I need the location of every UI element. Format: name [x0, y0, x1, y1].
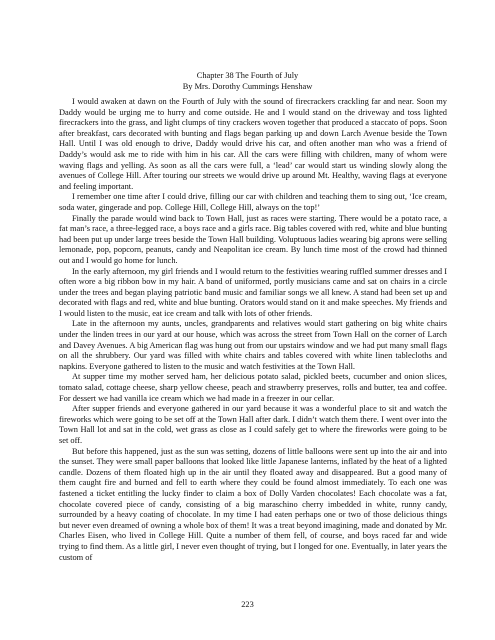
chapter-heading	[0, 70, 495, 92]
body-text	[59, 97, 447, 563]
chapter-author: By Mrs. Dorothy Cummings Henshaw	[182, 82, 313, 91]
paragraph: After supper friends and everyone gathered in our yard because it was a wonderful place to sit and watch the fireworks which were going to be set off at the Town Hall after dark. I didn’t watch them there. I went over into the Town Hall lot and sat in the cold, wet grass as close as I could safely get to where the fireworks were going to be set off.	[59, 404, 447, 445]
paragraph: Late in the afternoon my aunts, uncles, grandparents and relatives would start gathering on big white chairs under the linden trees in our yard at our house, which was across the street from Town Hall on the corner of Larch and Davey Avenues. A big American flag was hung out from our upstairs window and we had put many small flags on all the shrubbery. Our yard was filled with white chairs and tables covered with white linen tablecloths and napkins. Everyone gathered to listen to the music and watch festivities at the Town Hall.	[59, 319, 447, 371]
paragraph: In the early afternoon, my girl friends and I would return to the festivities wearing ruffled summer dresses and I often wore a big ribbon bow in my hair. A band of uniformed, portly musicians came and sat on chairs in a circle under the trees and began playing patriotic band music and familiar songs we all knew. A stand had been set up and decorated with flags and red, white and blue bunting. Orators would stand on it and make speeches. My friends and I would listen to the music, eat ice cream and talk with lots of other friends.	[59, 266, 447, 318]
paragraph: But before this happened, just as the sun was setting, dozens of little balloons were sent up into the air and into the sunset. They were small paper balloons that looked like little Japanese lanterns, inflated by the heat of a lighted candle. Dozens of them floated high up in the air until they floated away and disappeared. But a good many of them caught fire and burned and fell to earth where they could be found almost immediately. To each one was fastened a ticket entitling the lucky finder to claim a box of Dolly Varden chocolates! Each chocolate was a fat, chocolate covered piece of candy, consisting of a big maraschino cherry imbedded in white, runny candy, surrounded by a heavy coating of chocolate. In my time I had eaten perhaps one or two of those delicious things but never even dreamed of owning a whole box of them! It was a treat beyond imagining, made and donated by Mr. Charles Eisen, who lived in College Hill. Quite a number of them fell, of course, and boys raced far and wide trying to find them. As a little girl, I never even thought of trying, but I longed for one. Eventually, in later years the custom of	[59, 446, 447, 562]
chapter-title: Chapter 38 The Fourth of July	[196, 71, 299, 80]
paragraph: I would awaken at dawn on the Fourth of July with the sound of firecrackers crackling far and near. Soon my Daddy would be urging me to hurry and come outside. He and I would stand on the driveway and toss lighted firecrackers into the grass, and light clumps of tiny crackers woven together that produced a staccato of pops. Soon after breakfast, cars decorated with bunting and flags began parking up and down Larch Avenue beside the Town Hall. Until I was old enough to drive, Daddy would drive his car, and often another man who was a friend of Daddy’s would ask me to ride with him in his car. All the cars were filling with children, many of whom were waving flags and yelling. As soon as all the cars were full, a ‘lead’ car would start us winding slowly along the avenues of College Hill. After touring our streets we would drive up around Mt. Healthy, waving flags at everyone and feeling important.	[59, 97, 447, 191]
page-number: 223	[241, 600, 254, 609]
paragraph: I remember one time after I could drive, filling our car with children and teaching them to sing out, ‘Ice cream, soda water, gingerade and pop. College Hill, College Hill, always on the top!’	[59, 192, 447, 212]
paragraph: At supper time my mother served ham, her delicious potato salad, pickled beets, cucumber and onion slices, tomato salad, cottage cheese, sharp yellow cheese, peach and strawberry preserves, rolls and butter, tea and coffee. For dessert we had vanilla ice cream which we had made in a freezer in our cellar.	[59, 372, 447, 403]
paragraph: Finally the parade would wind back to Town Hall, just as races were starting. There would be a potato race, a fat man’s race, a three-legged race, a boys race and a girls race. Big tables covered with red, white and blue bunting had been put up under large trees beside the Town Hall building. Voluptuous ladies wearing big aprons were selling lemonade, pop, popcorn, peanuts, candy and Neapolitan ice cream. By lunch time most of the crowd had thinned out and I would go home for lunch.	[59, 213, 447, 265]
